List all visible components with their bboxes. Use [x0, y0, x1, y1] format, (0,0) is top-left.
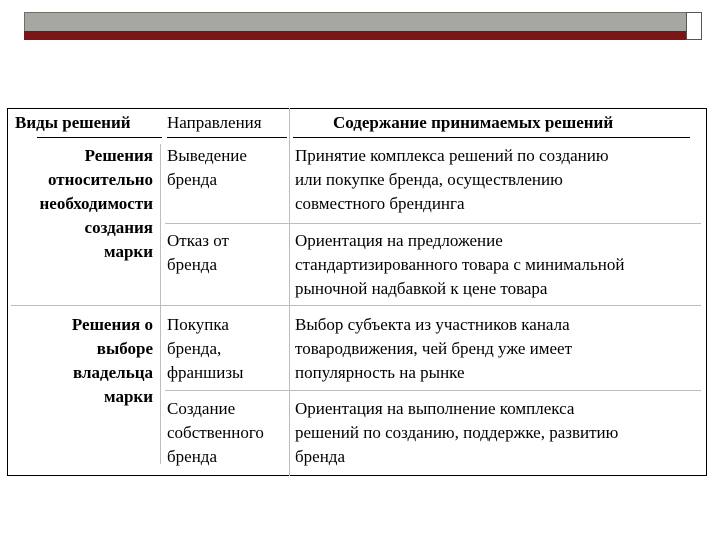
header-directions: Направления: [167, 113, 262, 132]
table-bottom-border: [7, 475, 707, 476]
row-separator-1: [165, 223, 701, 224]
group-2-type: [7, 313, 153, 409]
header-underline-1: [37, 137, 162, 138]
group-1-row-1-content: [295, 144, 609, 216]
group-1-type-line: необходимости: [39, 194, 153, 213]
content-line: стандартизированного товара с минимальной: [295, 255, 625, 274]
direction-line: франшизы: [167, 363, 244, 382]
header-gray-band: [24, 12, 690, 32]
group-2-type-line: Решения о: [71, 315, 153, 334]
content-line: Ориентация на предложение: [295, 231, 503, 250]
column-separator-2: [289, 108, 290, 476]
content-line: товародвижения, чей бренд уже имеет: [295, 339, 573, 358]
group-1-row-2-content: [295, 229, 624, 301]
header-underline-2: [167, 137, 287, 138]
direction-line: бренда,: [167, 339, 222, 358]
direction-line: бренда: [167, 255, 217, 274]
direction-line: бренда: [167, 170, 217, 189]
group-1-type-line: относительно: [48, 170, 153, 189]
group-2-row-2-direction: [167, 397, 264, 469]
content-line: рыночной надбавкой к цене товара: [295, 279, 548, 298]
slide-header-decoration: [0, 0, 720, 60]
group-1-type-line: создания: [84, 218, 153, 237]
direction-line: собственного: [167, 423, 264, 442]
group-1-type-line: Решения: [84, 146, 153, 165]
content-line: популярность на рынке: [295, 363, 465, 382]
group-1-row-1-direction: [167, 144, 247, 192]
header-underline-3: [293, 137, 690, 138]
row-separator-2: [165, 390, 701, 391]
header-types: Виды решений: [15, 113, 131, 132]
direction-line: бренда: [167, 447, 217, 466]
group-2-type-line: владельца: [73, 363, 153, 382]
direction-line: Отказ от: [167, 231, 229, 250]
header-red-band: [24, 31, 688, 40]
group-1-type: [7, 144, 153, 264]
group-2-row-2-content: [295, 397, 618, 469]
direction-line: Создание: [167, 399, 236, 418]
content-line: решений по созданию, поддержке, развитию: [295, 423, 619, 442]
header-corner-square: [686, 12, 702, 40]
group-2-row-1-content: [295, 313, 572, 385]
direction-line: Покупка: [167, 315, 229, 334]
content-line: Выбор субъекта из участников канала: [295, 315, 570, 334]
group-2-type-line: марки: [103, 387, 153, 406]
table-right-border: [706, 108, 707, 476]
brand-decisions-table: [7, 108, 707, 476]
direction-line: Выведение: [167, 146, 247, 165]
group-2-row-1-direction: [167, 313, 243, 385]
content-line: Принятие комплекса решений по созданию: [295, 146, 609, 165]
group-2-type-line: выборе: [96, 339, 153, 358]
header-content: Содержание принимаемых решений: [333, 113, 614, 132]
content-line: совместного брендинга: [295, 194, 465, 213]
column-separator-1: [160, 144, 161, 464]
content-line: или покупке бренда, осуществлению: [295, 170, 563, 189]
group-separator: [11, 305, 701, 306]
group-1-type-line: марки: [103, 242, 153, 261]
table-top-border: [7, 108, 707, 109]
content-line: бренда: [295, 447, 345, 466]
group-1-row-2-direction: [167, 229, 229, 277]
content-line: Ориентация на выполнение комплекса: [295, 399, 575, 418]
